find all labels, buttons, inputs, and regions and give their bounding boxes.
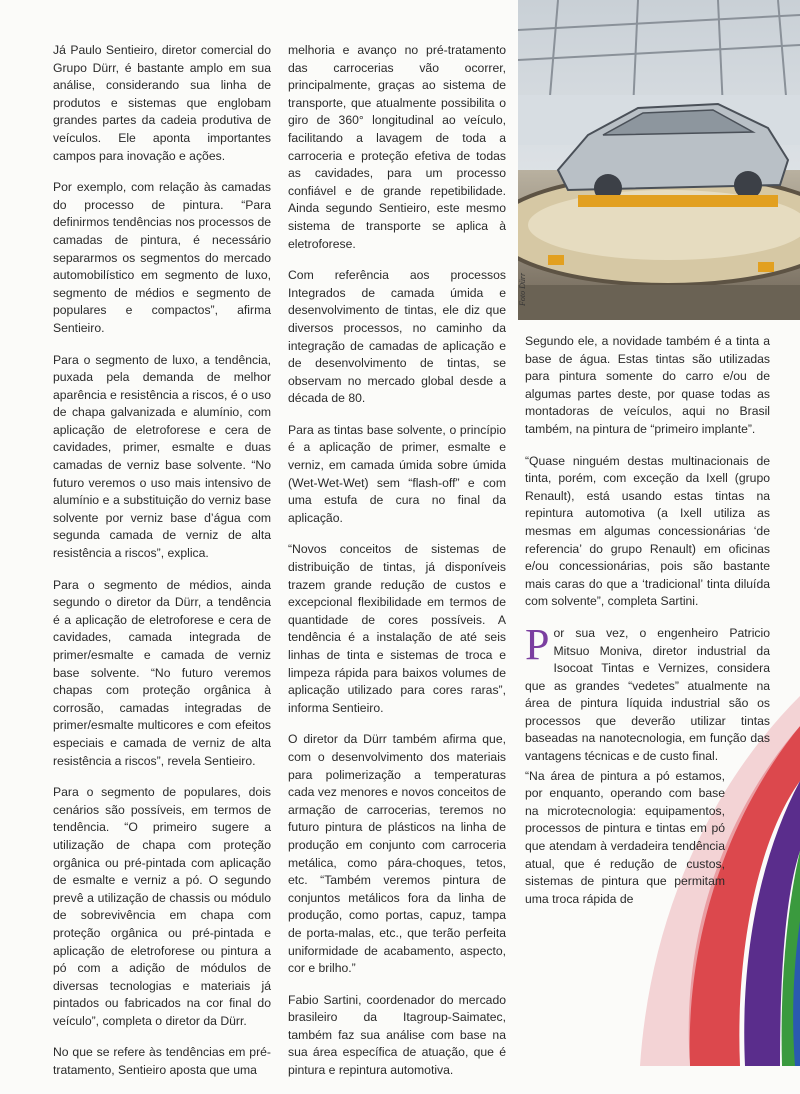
article-column-3 xyxy=(525,333,770,922)
paragraph: Segundo ele, a novidade também é a tinta a base de água. Estas tintas são utilizadas para pintura somente do carro e/ou de algumas partes deste, por quase todas as montadoras de veículos, aqui no Brasil também, na pintura de “primeiro implante”. xyxy=(525,334,770,436)
paragraph: Por exemplo, com relação às camadas do processo de pintura. “Para definirmos tendências nos processos de camadas de pintura, é necessário separarmos os segmentos do mercado automobilístico em segmento de luxo, segmento de médios e segmento de populares e compactos”, afirma Sentieiro. xyxy=(53,180,271,335)
article-column-1 xyxy=(53,42,271,1094)
paragraph: Com referência aos processos Integrados de camada úmida e desenvolvimento de tintas, ele diz que diversos processos, no caminho da integração de camadas de aplicação e de desenvolvimento de tintas, se observam no mercado global desde a década de 80. xyxy=(288,268,506,406)
assembly-line-photo xyxy=(518,0,800,320)
paragraph: Para as tintas base solvente, o princípio é a aplicação de primer, esmalte e verniz, em camada úmida sobre úmida (Wet-Wet-Wet) sem “flash-off” e com uma estufa de cura no final da aplicação. xyxy=(288,422,506,525)
paragraph: Para o segmento de populares, dois cenários são possíveis, em termos de tendência. “O primeiro sugere a utilização de chapa com proteção orgânica ou pré-pintada com aplicação de esmalte e verniz a pó. O segundo prevê a utilização de chassis ou módulo de sobrevivência em chapa com proteção orgânica ou pré-pintada e aplicação de eletroforese ou pintura a pó com a adição de módulos de diversas tecnologias e materiais já pintados ou fabricados na cor final do veículo”, completa o diretor da Dürr. xyxy=(53,785,271,1028)
paragraph: “Na área de pintura a pó estamos, por enquanto, operando com base na microtecnologia: equipamentos, processos de pintura e tintas em pó que atendam à verdadeira tendência atual, que é redução de custos, sistemas de pintura que permitam uma troca rápida de xyxy=(525,768,725,906)
paragraph: No que se refere às tendências em pré-tratamento, Sentieiro aposta que uma xyxy=(53,1045,271,1078)
paragraph: O diretor da Dürr também afirma que, com o desenvolvimento dos materiais para polimerização a temperaturas cada vez menores e novos conceitos de armação de carrocerias, teremos no futuro pintura de plásticos na linha de produção em conjunto com carroceria metálica, como pára-choques, tetos, etc. “Também veremos pintura de conjuntos metálicos fora da linha de produção, como portas, capuz, tampa de porta-malas, etc., que terão perfeita uniformidade de acabamento, aspecto, cor e brilho.” xyxy=(288,732,506,976)
paragraph: Fabio Sartini, coordenador do mercado brasileiro da Itagroup-Saimatec, também faz sua análise com base na sua área específica de atuação, que é pintura e repintura automotiva. xyxy=(288,992,506,1078)
paragraph: melhoria e avanço no pré-tratamento das carrocerias vão ocorrer, principalmente, graças ao sistema de transporte, que atualmente possibilita o giro de 360° longitudinal ao veículo, facilitando a lavagem de toda a carroceria e proteção efetiva de todas as cavidades, para um processo confiável e de grande repetibilidade. Ainda segundo Sentieiro, este mesmo sistema de transporte se aplica à eletroforese. xyxy=(288,43,506,251)
photo-credit: Foto Dürr xyxy=(518,272,527,306)
paragraph: Para o segmento de luxo, a tendência, puxada pela demanda de melhor aparência e resistência a riscos, é o uso de chapa galvanizada e alumínio, com aplicação de eletroforese e cera de cavidades, primer, esmalte e duas camadas de verniz base solvente. “No futuro veremos o uso mais intensivo de alumínio e a substituição do verniz base solvente por verniz base d’água com segunda camada de verniz de alta resistência a riscos”, explica. xyxy=(53,352,271,561)
paragraph-text: or sua vez, o engenheiro Patricio Mitsuo Moniva, diretor industrial da Isocoat Tintas e Vernizes, considera que as grandes “vedetes” atualmente na área de pintura líquida industrial são os processos que deverão utilizar tintas baseadas na nanotecnologia, em função das vantagens técnicas e de custo final. xyxy=(525,625,770,764)
paragraph: “Quase ninguém destas multinacionais de tinta, porém, com exceção da Ixell (grupo Renault), está usando estas tintas na repintura automotiva (a Ixell utiliza as mesmas em algumas concessionárias ‘de referencia’ do grupo Renault) em oficinas e/ou concessionárias, pois são bastante mais caras do que a ‘tradicional’ tinta diluída com solvente”, completa Sartini. xyxy=(525,453,770,609)
paragraph: Já Paulo Sentieiro, diretor comercial do Grupo Dürr, é bastante amplo em sua análise, considerando sua linha de produtos e sistemas que englobam grandes partes da cadeia produtiva de veículos. Ele aponta importantes campos para inovação e ações. xyxy=(53,43,271,163)
drop-cap: P xyxy=(525,619,550,669)
paragraph: Para o segmento de médios, ainda segundo o diretor da Dürr, a tendência é a aplicação de eletroforese e cera de cavidades, camada integrada de primer/esmalte e camada de verniz base solvente. “No futuro veremos chapas com proteção orgânica à corrosão, camadas integradas de primer/esmalte multicores e com efeitos especiais e camada de verniz de alta resistência a riscos”, revela Sentieiro. xyxy=(53,577,271,768)
car-body-assembly-line-photo-icon xyxy=(518,0,800,320)
paragraph: “Novos conceitos de sistemas de distribuição de tintas, já disponíveis trazem grande redução de custos e excepcional flexibilidade em termos de quantidade de cores possíveis. A tendência é a instalação de até seis linhas de tinta e sistemas de troca e limpeza rápida para baixos volumes de aplicação utilizado para cores raras”, informa Sentieiro. xyxy=(288,542,506,715)
article-column-2 xyxy=(288,42,506,1094)
paragraph-with-dropcap xyxy=(525,619,770,766)
